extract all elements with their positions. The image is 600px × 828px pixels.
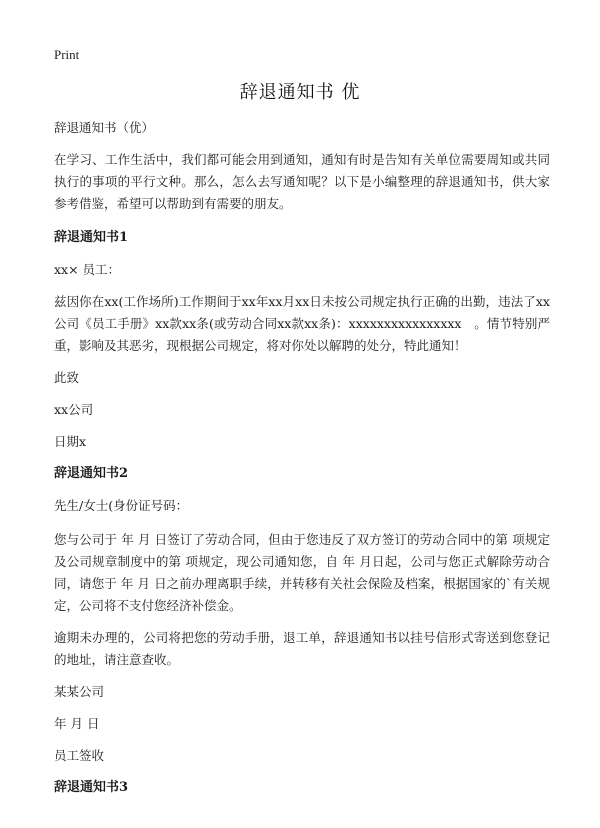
section-3-heading: 辞退通知书3 — [54, 780, 129, 795]
section-2-body: 您与公司于 年 月 日签订了劳动合同，但由于您违反了双方签订的劳动合同中的第 项规定及公司规章制度中的第 项规定，现公司通知您，自 年 月日起，公司与您正式解除劳动合同，请您于 年 月 日之前办理离职手续，并转移有关社会保险及档案，根据国家的`有关规定，公司将不支付您经济补偿金。 — [54, 532, 550, 613]
print-label: Print — [54, 47, 80, 62]
section-1-closing: 此致 — [54, 370, 80, 385]
document-subtitle: 辞退通知书（优） — [54, 120, 155, 135]
section-1-body: 兹因你在xx(工作场所)工作期间于xx年xx月xx日未按公司规定执行正确的出勤，违法了xx公司《员工手册》xx款xx条(或劳动合同xx款xx条)：xxxxxxxxxxxxxxxx 。情节特别严重，影响及其恶劣，现根据公司规定，将对你处以解聘的处分，特此通知！ — [54, 294, 550, 353]
section-2-heading: 辞退通知书2 — [54, 466, 129, 481]
section-1-company: xx公司 — [54, 402, 94, 417]
section-2-salutation: 先生/女士(身份证号码： — [54, 498, 189, 513]
section-2-company: 某某公司 — [54, 684, 105, 699]
document-content — [54, 117, 550, 799]
section-1-date: 日期x — [54, 434, 87, 449]
section-2-date: 年 月 日 — [54, 716, 100, 731]
intro-paragraph: 在学习、工作生活中，我们都可能会用到通知，通知有时是告知有关单位需要周知或共同执行的事项的平行文种。那么，怎么去写通知呢？以下是小编整理的辞退通知书，供大家参考借鉴，希望可以帮助到有需要的朋友。 — [54, 152, 550, 211]
section-1-heading: 辞退通知书1 — [54, 230, 129, 245]
section-1-salutation: xx× 员工： — [54, 262, 121, 277]
section-2-signature: 员工签收 — [54, 748, 105, 763]
section-2-notice: 逾期未办理的，公司将把您的劳动手册，退工单，辞退通知书以挂号信形式寄送到您登记的地址，请注意查收。 — [54, 630, 550, 667]
document-title: 辞退通知书 优 — [239, 82, 361, 103]
